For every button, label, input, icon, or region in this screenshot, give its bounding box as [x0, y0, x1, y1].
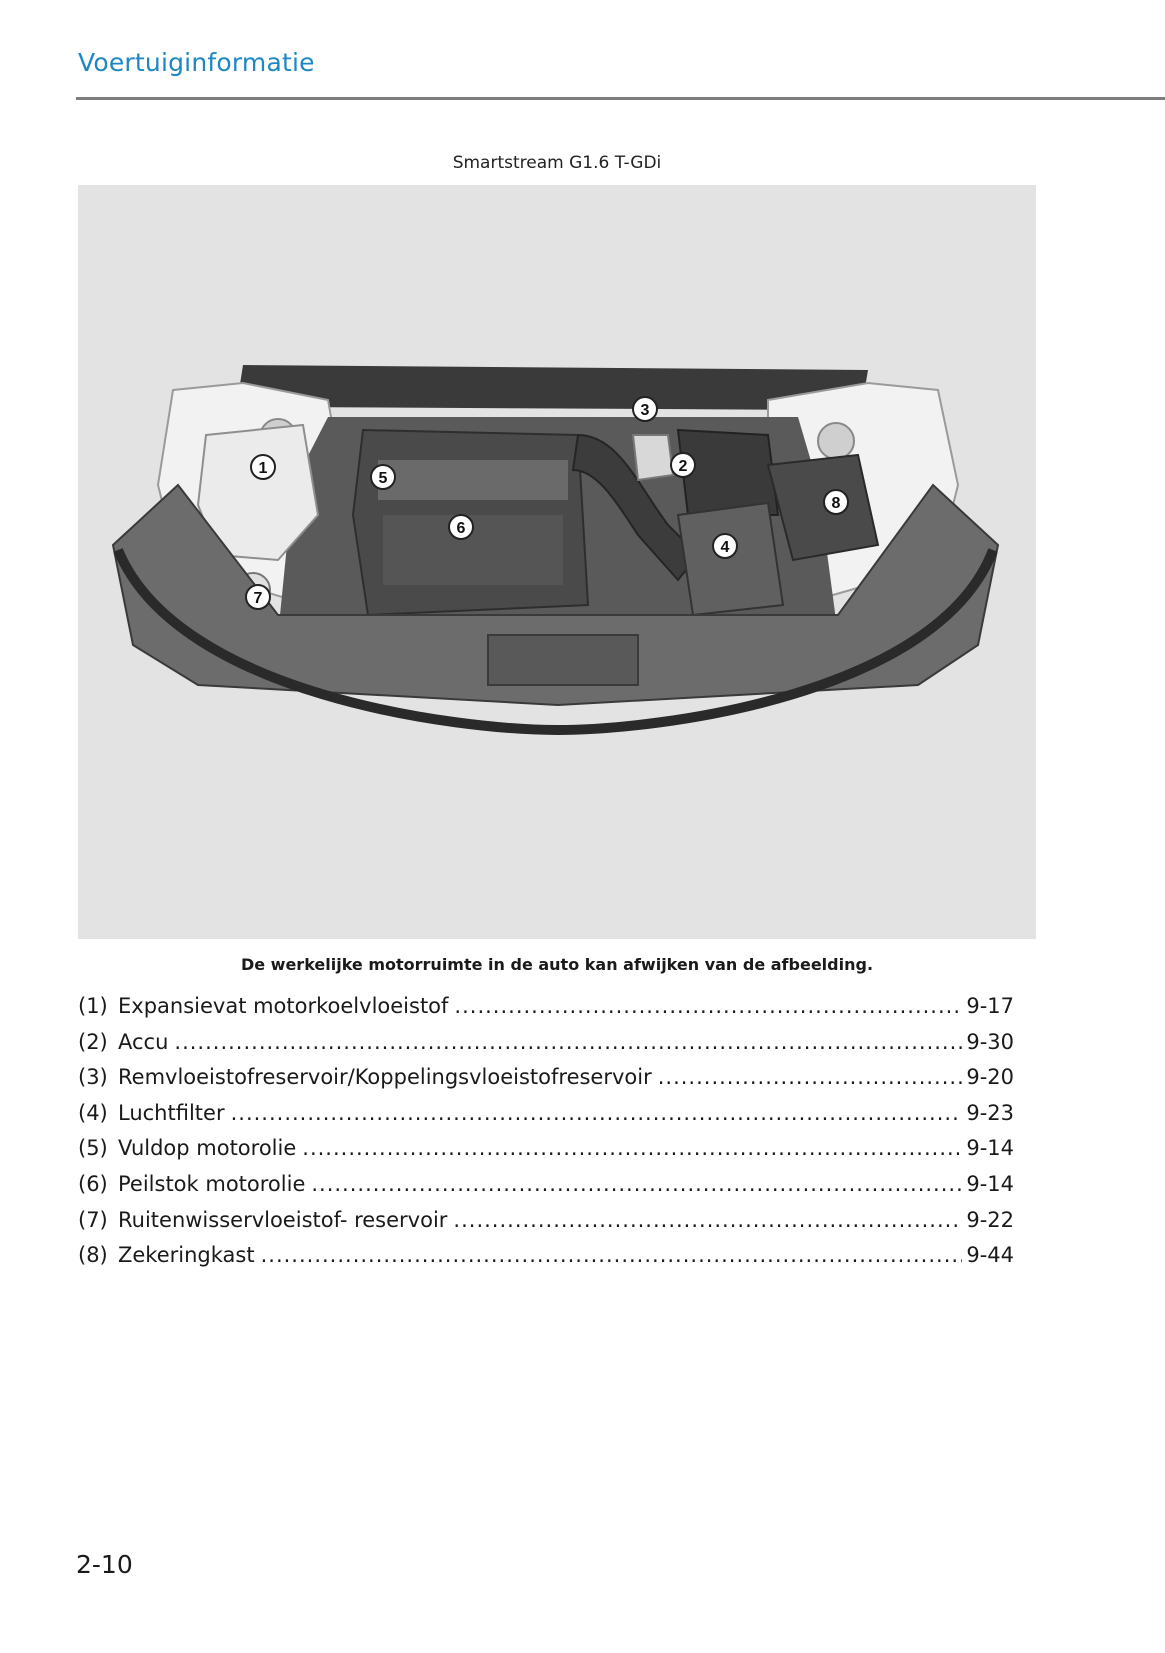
- item-page-ref: 9-20: [966, 1065, 1014, 1090]
- callout-3: [633, 397, 657, 421]
- section-title: Voertuiginformatie: [78, 48, 315, 77]
- list-item: [78, 1208, 1014, 1244]
- dot-leader: [658, 1065, 963, 1089]
- dot-leader: [453, 1208, 962, 1232]
- item-label: Ruitenwisservloeistof- reservoir: [118, 1207, 448, 1232]
- item-number: (5): [78, 1136, 108, 1161]
- item-label: Remvloeistofreservoir/Koppelingsvloeistofreservoir: [118, 1065, 652, 1090]
- list-item: [78, 1243, 1014, 1279]
- item-label: Accu: [118, 1029, 169, 1054]
- item-label: Zekeringkast: [118, 1243, 255, 1268]
- dot-leader: [231, 1101, 963, 1125]
- item-page-ref: 9-30: [966, 1029, 1014, 1054]
- list-item: [78, 1030, 1014, 1066]
- list-item: [78, 994, 1014, 1030]
- figure-caption: De werkelijke motorruimte in de auto kan afwijken van de afbeelding.: [240, 955, 874, 974]
- dot-leader: [302, 1136, 962, 1160]
- item-page-ref: 9-17: [966, 994, 1014, 1018]
- dot-leader: [454, 994, 962, 1018]
- callout-6: [449, 515, 473, 539]
- svg-text:4: 4: [720, 539, 730, 556]
- list-item: [78, 1172, 1014, 1208]
- list-item: [78, 1101, 1014, 1137]
- callout-7: [246, 585, 270, 609]
- item-number: (7): [78, 1207, 108, 1232]
- list-item: [78, 1065, 1014, 1101]
- header-divider: [76, 97, 1165, 100]
- callout-8: [824, 490, 848, 514]
- svg-text:1: 1: [258, 460, 268, 477]
- item-label: Luchtfilter: [118, 1100, 225, 1125]
- figure-title: Smartstream G1.6 T-GDi: [452, 153, 662, 173]
- item-number: (2): [78, 1029, 108, 1054]
- item-number: (6): [78, 1171, 108, 1196]
- item-page-ref: 9-14: [966, 1171, 1014, 1196]
- svg-text:2: 2: [678, 458, 688, 475]
- item-number: (8): [78, 1243, 108, 1268]
- svg-text:6: 6: [456, 520, 466, 537]
- item-page-ref: 9-44: [966, 1243, 1014, 1268]
- dot-leader: [261, 1243, 963, 1267]
- item-page-ref: 9-22: [966, 1207, 1014, 1232]
- engine-bay-illustration: [78, 185, 1036, 939]
- item-label: Peilstok motorolie: [118, 1171, 306, 1196]
- svg-text:3: 3: [640, 402, 650, 419]
- callout-2: [671, 453, 695, 477]
- item-page-ref: 9-23: [966, 1100, 1014, 1125]
- component-list: [78, 994, 1014, 1279]
- item-label: Expansievat motorkoelvloeistof: [118, 994, 449, 1018]
- callout-4: [713, 534, 737, 558]
- item-number: (1): [78, 994, 108, 1018]
- item-number: (3): [78, 1065, 108, 1090]
- svg-text:5: 5: [378, 470, 388, 487]
- page-number: 2-10: [76, 1550, 133, 1579]
- item-label: Vuldop motorolie: [118, 1136, 297, 1161]
- engine-bay-drawing: [78, 185, 1036, 939]
- callout-1: [251, 455, 275, 479]
- svg-text:8: 8: [831, 495, 841, 512]
- svg-text:7: 7: [253, 590, 263, 607]
- dot-leader: [174, 1030, 962, 1054]
- dot-leader: [311, 1172, 962, 1196]
- list-item: [78, 1136, 1014, 1172]
- callout-5: [371, 465, 395, 489]
- item-number: (4): [78, 1100, 108, 1125]
- item-page-ref: 9-14: [966, 1136, 1014, 1161]
